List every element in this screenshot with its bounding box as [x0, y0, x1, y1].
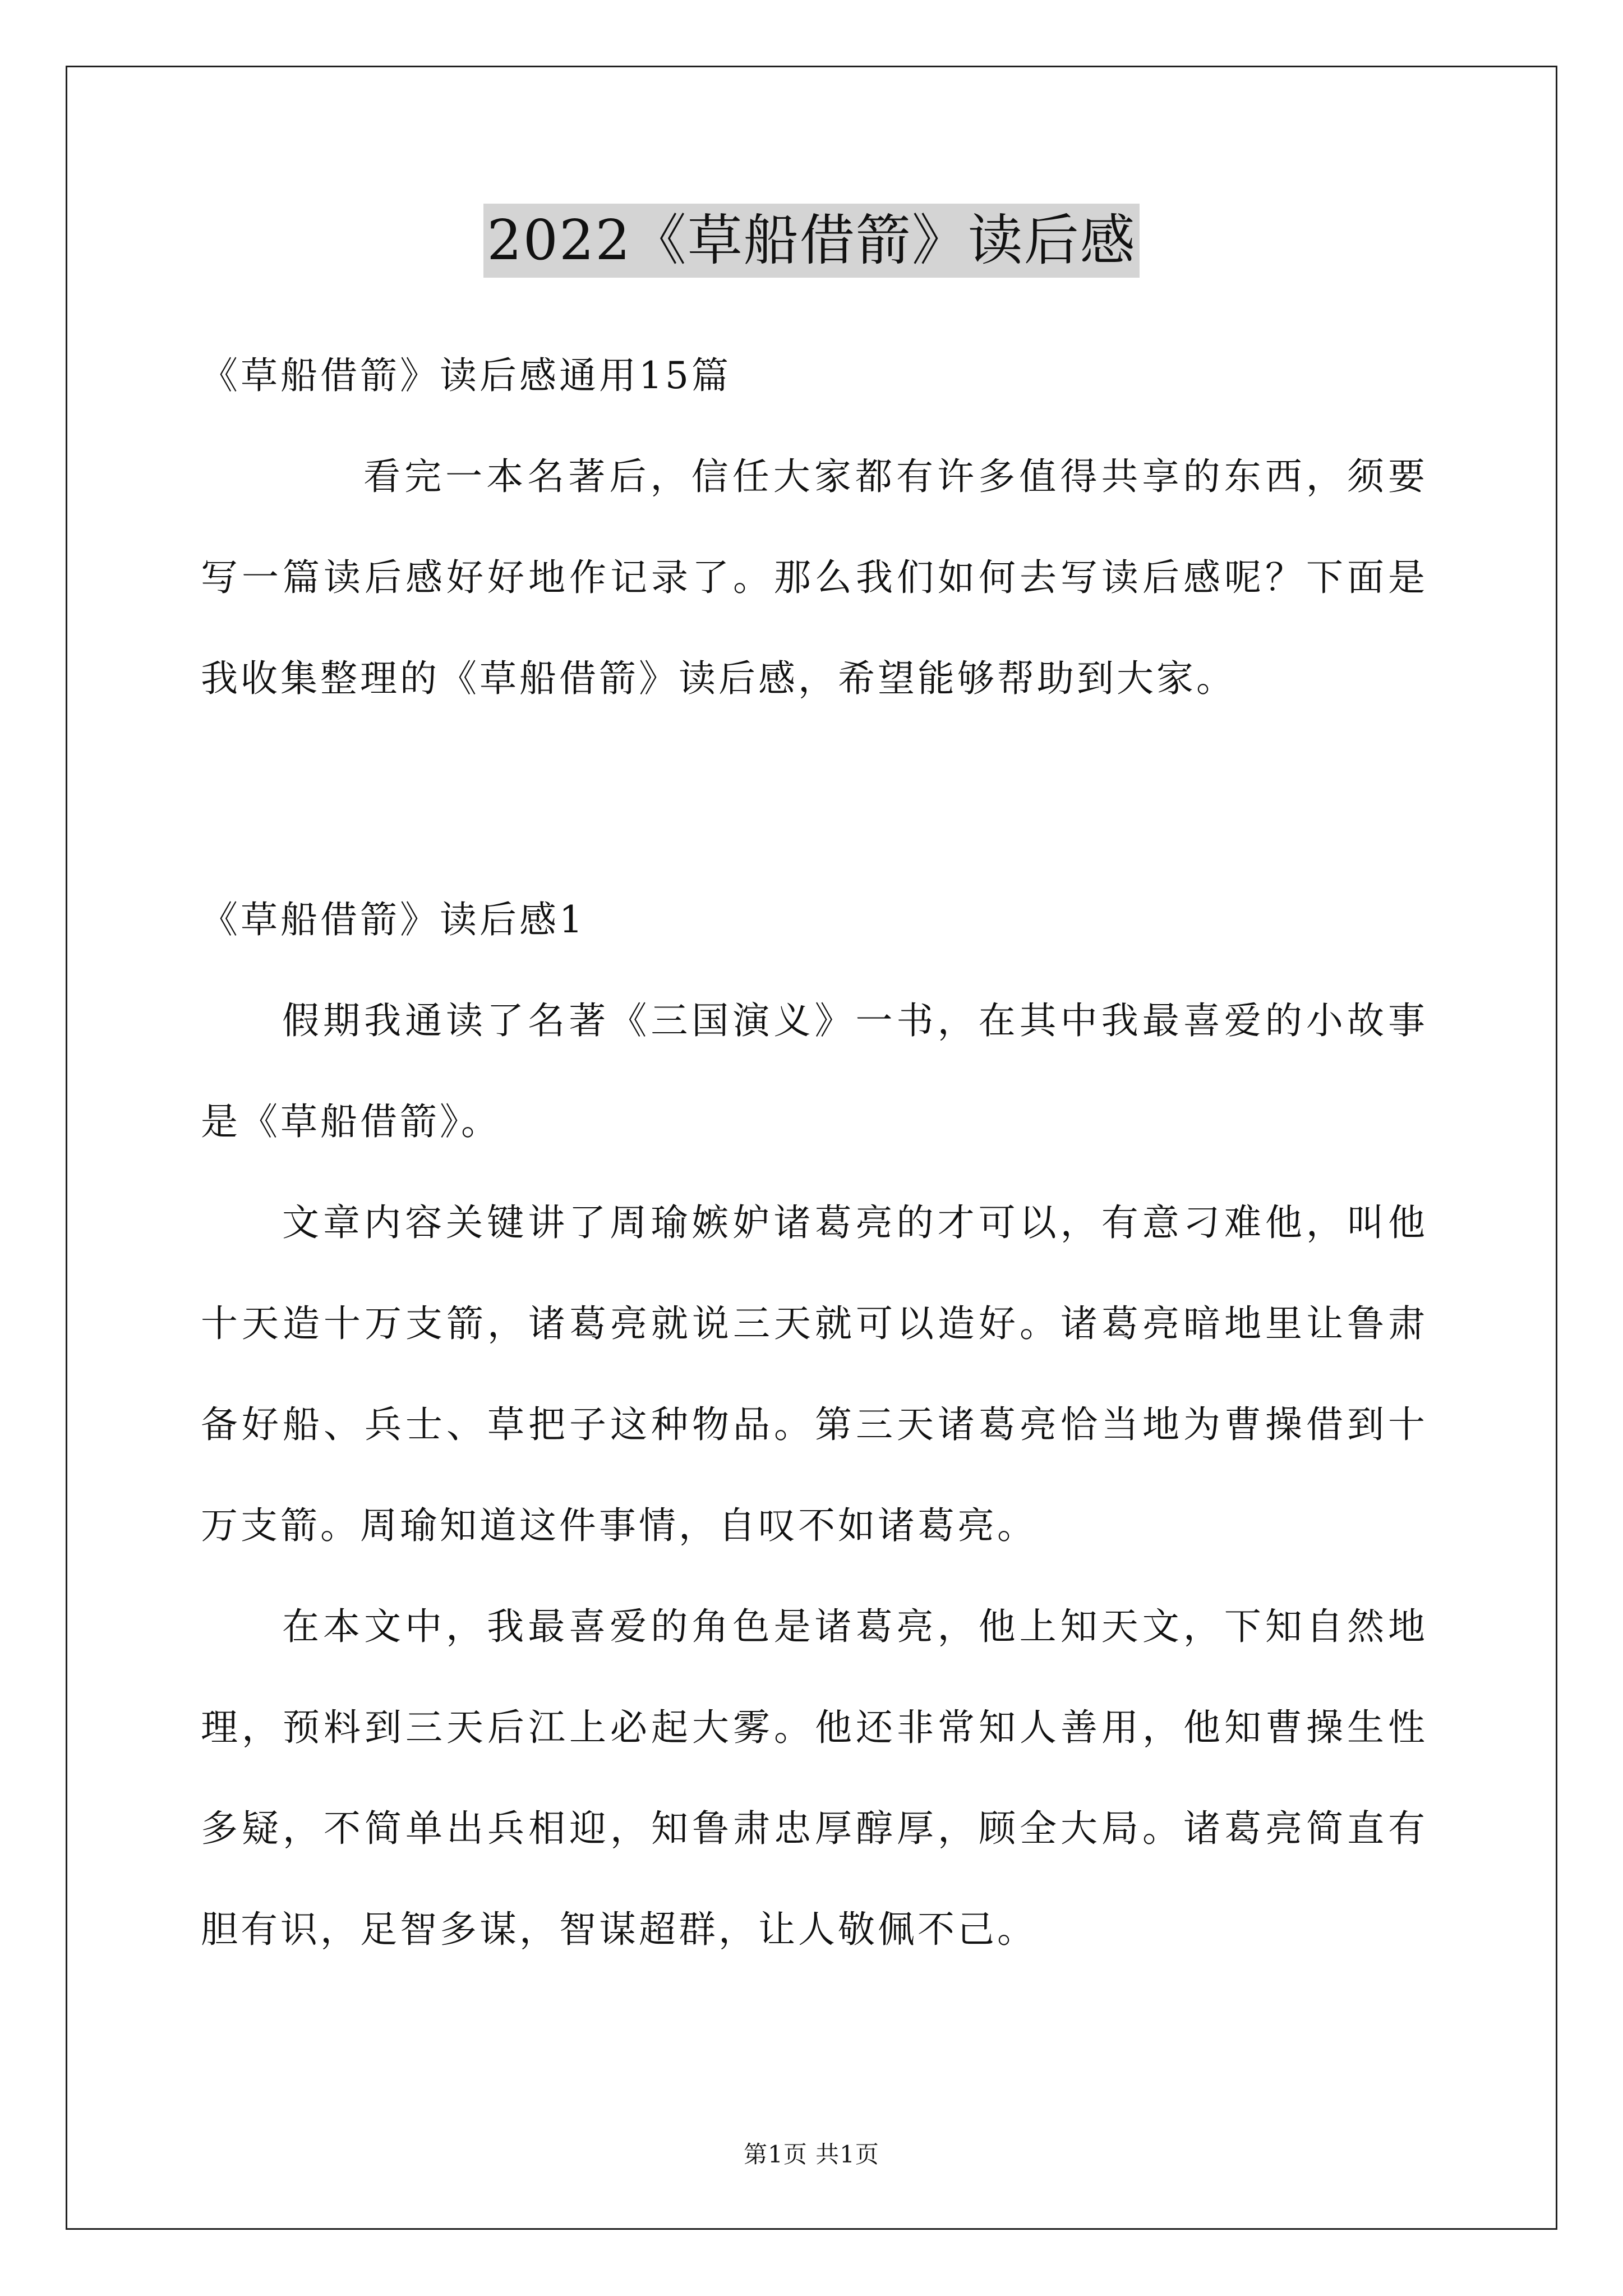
body-paragraph-1: 假期我通读了名著《三国演义》一书，在其中我最喜爱的小故事是《草船借箭》。 — [201, 999, 1428, 1143]
document-subtitle: 《草船借箭》读后感通用15篇 — [201, 354, 731, 397]
document-body — [201, 325, 1428, 1980]
body-paragraph-3: 在本文中，我最喜爱的角色是诸葛亮，他上知天文，下知自然地理，预料到三天后江上必起大雾。他还非常知人善用，他知曹操生性多疑，不简单出兵相迎，知鲁肃忠厚醇厚，顾全大局。诸葛亮简直有胆有识，足智多谋，智谋超群，让人敬佩不己。 — [201, 1605, 1428, 1951]
intro-paragraph: 看完一本名著后，信任大家都有许多值得共享的东西，须要写一篇读后感好好地作记录了。那么我们如何去写读后感呢？下面是我收集整理的《草船借箭》读后感，希望能够帮助到大家。 — [201, 455, 1428, 700]
body-paragraph-2: 文章内容关键讲了周瑜嫉妒诸葛亮的才可以，有意刁难他，叫他十天造十万支箭，诸葛亮就说三天就可以造好。诸葛亮暗地里让鲁肃备好船、兵士、草把子这种物品。第三天诸葛亮恰当地为曹操借到十万支箭。周瑜知道这件事情，自叹不如诸葛亮。 — [201, 1201, 1428, 1547]
section-gap — [201, 729, 1428, 869]
title-container — [0, 204, 1623, 278]
page-footer: 第1页 共1页 — [744, 2141, 879, 2168]
section-heading: 《草船借箭》读后感1 — [201, 898, 585, 941]
document-title: 2022《草船借箭》读后感 — [483, 204, 1139, 278]
